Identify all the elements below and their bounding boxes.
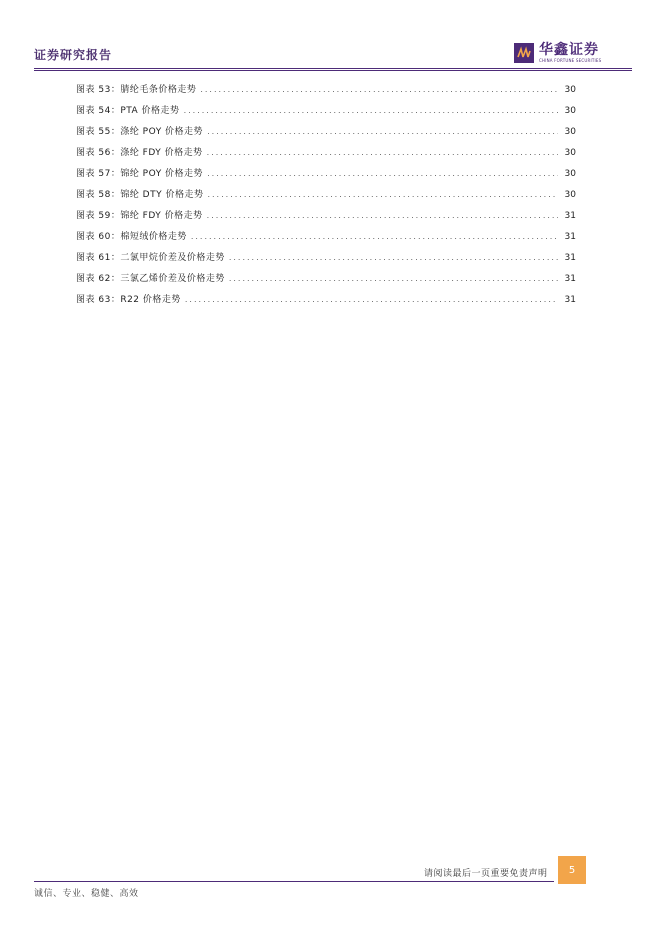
- toc-leader-dots: [184, 106, 558, 115]
- toc-entry-page: 31: [564, 253, 576, 263]
- toc-entry-label: 图表 54：PTA 价格走势: [76, 106, 180, 116]
- toc-entry[interactable]: [76, 250, 576, 271]
- footer-divider: [34, 881, 554, 882]
- logo-name-cn: 华鑫证券: [539, 41, 599, 58]
- toc-leader-dots: [200, 85, 558, 94]
- toc-entry-label: 图表 58：锦纶 DTY 价格走势: [76, 190, 204, 200]
- toc-leader-dots: [207, 148, 558, 157]
- toc-entry[interactable]: [76, 208, 576, 229]
- toc-entry-label: 图表 59：锦纶 FDY 价格走势: [76, 211, 203, 221]
- toc-entry[interactable]: [76, 271, 576, 292]
- toc-entry-page: 31: [564, 232, 576, 242]
- toc-entry-label: 图表 53：腈纶毛条价格走势: [76, 85, 197, 95]
- header-divider-secondary: [34, 70, 632, 71]
- figure-index-list: [76, 82, 576, 313]
- company-logo: [514, 40, 601, 66]
- toc-leader-dots: [229, 274, 558, 283]
- toc-entry-page: 30: [564, 127, 576, 137]
- toc-leader-dots: [229, 253, 558, 262]
- report-type-label: 证券研究报告: [34, 48, 113, 62]
- disclaimer-notice: 请阅读最后一页重要免责声明: [424, 869, 548, 879]
- toc-entry-label: 图表 56：涤纶 FDY 价格走势: [76, 148, 203, 158]
- toc-entry-label: 图表 61：二氯甲烷价差及价格走势: [76, 253, 225, 263]
- toc-entry[interactable]: [76, 229, 576, 250]
- logo-name-en: CHINA FORTUNE SECURITIES: [539, 57, 602, 63]
- toc-leader-dots: [207, 127, 558, 136]
- toc-entry-label: 图表 62：三氯乙烯价差及价格走势: [76, 274, 225, 284]
- toc-entry-page: 30: [564, 169, 576, 179]
- toc-entry-label: 图表 63：R22 价格走势: [76, 295, 181, 305]
- toc-entry[interactable]: [76, 292, 576, 313]
- company-motto: 诚信、专业、稳健、高效: [34, 889, 139, 899]
- toc-entry[interactable]: [76, 145, 576, 166]
- toc-leader-dots: [185, 295, 558, 304]
- toc-entry-page: 30: [564, 148, 576, 158]
- toc-leader-dots: [207, 190, 558, 199]
- toc-leader-dots: [207, 211, 558, 220]
- toc-leader-dots: [191, 232, 558, 241]
- logo-mark-icon: [514, 43, 534, 63]
- toc-entry-page: 30: [564, 85, 576, 95]
- toc-entry-page: 31: [564, 274, 576, 284]
- toc-entry-page: 30: [564, 106, 576, 116]
- toc-entry[interactable]: [76, 166, 576, 187]
- toc-leader-dots: [207, 169, 558, 178]
- toc-entry[interactable]: [76, 103, 576, 124]
- toc-entry-label: 图表 57：锦纶 POY 价格走势: [76, 169, 204, 179]
- toc-entry-page: 31: [564, 211, 576, 221]
- page-number-badge: 5: [558, 856, 586, 884]
- toc-entry-label: 图表 60：棉短绒价格走势: [76, 232, 187, 242]
- toc-entry[interactable]: [76, 82, 576, 103]
- toc-entry-label: 图表 55：涤纶 POY 价格走势: [76, 127, 204, 137]
- toc-entry[interactable]: [76, 187, 576, 208]
- toc-entry-page: 30: [564, 190, 576, 200]
- header-divider: [34, 68, 632, 69]
- toc-entry-page: 31: [564, 295, 576, 305]
- toc-entry[interactable]: [76, 124, 576, 145]
